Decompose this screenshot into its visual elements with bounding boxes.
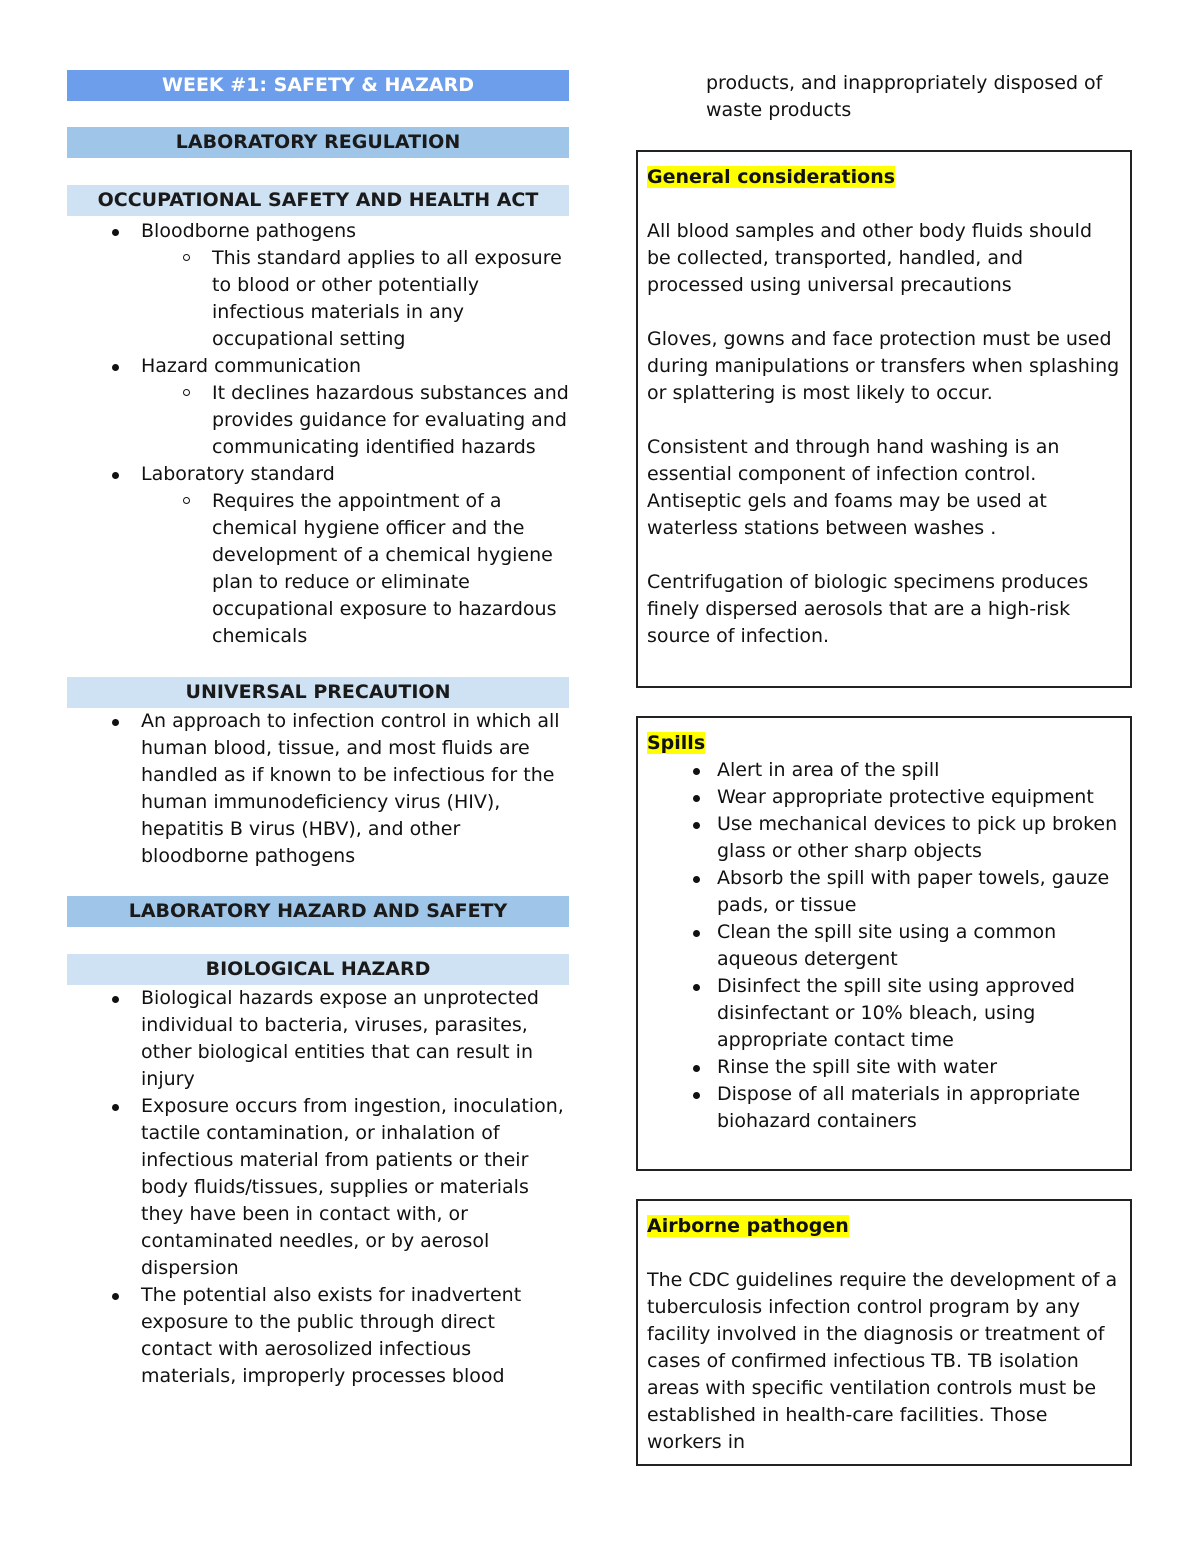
list-item: Wear appropriate protective equipment	[647, 784, 1121, 811]
list-item	[141, 380, 569, 461]
list-item: Rinse the spill site with water	[647, 1054, 1121, 1081]
list-item	[67, 218, 569, 353]
list-item	[67, 353, 569, 461]
continued-text: products, and inappropriately disposed of waste products	[706, 72, 1103, 121]
osha-item-label: Bloodborne pathogens	[141, 220, 357, 242]
osha-item-detail: This standard applies to all exposure to blood or other potentially infectious materials in any occupational setting	[212, 247, 562, 350]
week-title: WEEK #1: SAFETY & HAZARD	[67, 70, 569, 101]
osha-item-detail: It declines hazardous substances and provides guidance for evaluating and communicating identified hazards	[212, 382, 569, 458]
list-item: Biological hazards expose an unprotected individual to bacteria, viruses, parasites, other biological entities that can result in injury	[67, 985, 569, 1093]
list-item: Dispose of all materials in appropriate biohazard containers	[647, 1081, 1121, 1135]
section-biological-hazard: BIOLOGICAL HAZARD	[67, 954, 569, 985]
left-column	[67, 70, 569, 1390]
list-item: Absorb the spill with paper towels, gauze pads, or tissue	[647, 865, 1121, 919]
osha-list	[67, 216, 569, 650]
general-considerations-box	[636, 150, 1132, 688]
general-paragraph: All blood samples and other body fluids should be collected, transported, handled, and processed using universal precautions	[647, 220, 1093, 296]
biological-list	[67, 985, 569, 1390]
section-laboratory-hazard: LABORATORY HAZARD AND SAFETY	[67, 896, 569, 927]
general-paragraph: Gloves, gowns and face protection must be used during manipulations or transfers when splashing or splattering is most likely to occur.	[647, 328, 1120, 404]
list-item: An approach to infection control in which all human blood, tissue, and most fluids are handled as if known to be infectious for the human immunodeficiency virus (HIV), hepatitis B virus (HBV), and other bloodborne pathogens	[67, 708, 569, 870]
osha-item-detail: Requires the appointment of a chemical hygiene officer and the development of a chemical hygiene plan to reduce or eliminate occupational exposure to hazardous chemicals	[212, 490, 557, 647]
list-item	[141, 488, 569, 650]
general-considerations-title: General considerations	[647, 166, 896, 188]
section-osha: OCCUPATIONAL SAFETY AND HEALTH ACT	[67, 185, 569, 216]
universal-list	[67, 708, 569, 870]
spills-box	[636, 716, 1132, 1171]
spills-list	[647, 757, 1121, 1135]
list-item: The potential also exists for inadvertent exposure to the public through direct contact with aerosolized infectious materials, improperly processes blood	[67, 1282, 569, 1390]
spills-title: Spills	[647, 732, 706, 754]
list-item	[67, 461, 569, 650]
list-item: Exposure occurs from ingestion, inoculation, tactile contamination, or inhalation of infectious material from patients or their body fluids/tissues, supplies or materials they have been in contact with, or contaminated needles, or by aerosol dispersion	[67, 1093, 569, 1282]
section-universal-precaution: UNIVERSAL PRECAUTION	[67, 677, 569, 708]
list-item: Clean the spill site using a common aqueous detergent	[647, 919, 1121, 973]
section-laboratory-regulation: LABORATORY REGULATION	[67, 127, 569, 158]
list-item: Use mechanical devices to pick up broken glass or other sharp objects	[647, 811, 1121, 865]
right-column	[636, 70, 1132, 1466]
list-item: Alert in area of the spill	[647, 757, 1121, 784]
osha-item-label: Laboratory standard	[141, 463, 335, 485]
airborne-pathogen-title: Airborne pathogen	[647, 1215, 849, 1237]
osha-item-label: Hazard communication	[141, 355, 362, 377]
general-paragraph: Consistent and through hand washing is an essential component of infection control. Antiseptic gels and foams may be used at waterless stations between washes .	[647, 436, 1060, 539]
airborne-pathogen-box	[636, 1199, 1132, 1466]
list-item: Disinfect the spill site using approved disinfectant or 10% bleach, using appropriate contact time	[647, 973, 1121, 1054]
airborne-paragraph: The CDC guidelines require the development of a tuberculosis infection control program by any facility involved in the diagnosis or treatment of cases of confirmed infectious TB. TB isolation areas with specific ventilation controls must be established in health-care facilities. Those workers in	[647, 1269, 1118, 1453]
list-item	[141, 245, 569, 353]
general-paragraph: Centrifugation of biologic specimens produces finely dispersed aerosols that are a high-risk source of infection.	[647, 571, 1089, 647]
